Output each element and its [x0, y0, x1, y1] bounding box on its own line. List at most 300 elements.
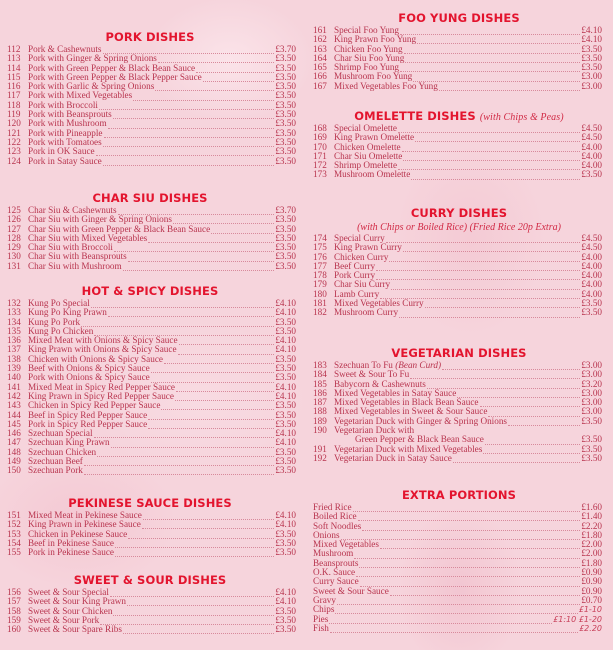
- section-title: VEGETARIAN DISHES: [391, 346, 527, 360]
- item-price: £4.10: [275, 510, 296, 520]
- item-name-text: Char Siu Foo Yung: [334, 52, 405, 63]
- item-name-text: Sweet & Sour To Fu: [334, 369, 410, 380]
- item-number: 162: [313, 34, 327, 45]
- item-number: 115: [7, 71, 21, 82]
- item-name-text: Char Siu Curry: [334, 279, 391, 290]
- item-name-text: Pork in Satay Sauce: [28, 155, 102, 166]
- item-price: £3.50: [275, 81, 296, 92]
- omelette-dishes-section: [305, 108, 613, 180]
- item-number: 130: [7, 251, 21, 262]
- item-price: £3.50: [275, 260, 296, 271]
- leader-dots: [411, 173, 580, 180]
- section-title: OMELETTE DISHES: [354, 109, 476, 123]
- item-price: £4.50: [581, 233, 602, 243]
- pekinese-sauce-dishes-section: [0, 495, 300, 557]
- leader-dots: [398, 163, 580, 170]
- leader-dots: [128, 532, 274, 539]
- item-number: 150: [7, 465, 21, 476]
- leader-dots: [356, 570, 580, 577]
- item-name-text: Mixed Vegetables in Satay Sauce: [334, 387, 457, 398]
- leader-dots: [403, 245, 580, 252]
- menu-item: [305, 605, 613, 614]
- item-number: 128: [7, 232, 21, 243]
- menu-item: [0, 466, 300, 475]
- item-name: [28, 262, 122, 271]
- item-name-text: King Prawn with Onions & Spicy Sauce: [28, 344, 177, 355]
- leader-dots: [164, 357, 274, 364]
- item-number: 183: [313, 360, 327, 370]
- leader-dots: [335, 607, 577, 614]
- menu-item: [305, 587, 613, 596]
- item-number: 145: [7, 418, 21, 429]
- item-price: £4.00: [581, 260, 602, 271]
- item-price: £3.50: [275, 242, 296, 253]
- item-price: £4.50: [581, 123, 602, 133]
- leader-dots: [142, 522, 275, 529]
- item-number: 167: [313, 80, 327, 91]
- item-name-line2: Green Pepper & Black Bean Sauce: [355, 434, 484, 445]
- item-price: £4.00: [581, 288, 602, 299]
- leader-dots: [488, 410, 580, 417]
- item-name-text: Special Foo Yung: [334, 25, 399, 35]
- item-number: 114: [7, 62, 21, 73]
- item-price: £4.10: [581, 34, 602, 45]
- leader-dots: [103, 140, 275, 147]
- item-number: 169: [313, 132, 327, 143]
- item-name-text: Pork with Green Pepper & Black Bean Sauce: [28, 62, 196, 73]
- leader-dots: [196, 66, 274, 73]
- leader-dots: [457, 391, 580, 398]
- leader-dots: [403, 154, 580, 161]
- item-price: £3.70: [275, 205, 296, 215]
- section-heading: [305, 345, 613, 361]
- item-number: 125: [7, 205, 21, 215]
- vegetarian-dishes-section: [305, 345, 613, 463]
- item-price: £4.00: [581, 279, 602, 290]
- item-name-text: Mixed Vegetables in Black Bean Sauce: [334, 397, 479, 408]
- item-name-text: Mushroom: [313, 548, 354, 559]
- leader-dots: [81, 320, 274, 327]
- leader-dots: [127, 599, 274, 606]
- item-price: £4.10: [275, 437, 296, 448]
- item-price: £3.50: [275, 614, 296, 625]
- item-price: £3.50: [275, 127, 296, 138]
- item-price: £4.10: [275, 390, 296, 401]
- item-name-text: O.K. Sauce: [313, 567, 356, 578]
- item-price: £3.00: [581, 360, 602, 370]
- leader-dots: [103, 159, 275, 166]
- item-price: £3.50: [275, 624, 296, 635]
- item-price: £3.50: [275, 605, 296, 616]
- leader-dots: [362, 524, 580, 531]
- item-name-text: Shrimp Omelette: [334, 160, 398, 171]
- item-number: 140: [7, 372, 21, 383]
- item-price: £3.50: [275, 155, 296, 166]
- item-price: £3.50: [581, 415, 602, 426]
- section-heading: [305, 487, 613, 503]
- item-price: £3.20: [581, 378, 602, 389]
- leader-dots: [143, 513, 275, 520]
- leader-dots: [485, 438, 580, 445]
- leader-dots: [337, 598, 580, 605]
- item-name-text: Pork with Beansprouts: [28, 109, 112, 120]
- item-name-text: Chicken Omelette: [334, 141, 401, 152]
- item-name-text: Pork with Green Pepper & Black Pepper Sauce: [28, 71, 202, 82]
- item-price: £3.50: [275, 363, 296, 374]
- item-name-text: Beef in Spicy Red Pepper Sauce: [28, 409, 148, 420]
- item-number: 138: [7, 353, 21, 364]
- item-name-text: Sweet & Sour Spare Ribs: [28, 624, 122, 635]
- item-price: £3.50: [275, 136, 296, 147]
- item-name-text: Sweet & Sour Sauce: [313, 585, 389, 596]
- item-price: £3.50: [275, 316, 296, 327]
- leader-dots: [133, 94, 274, 101]
- extra-portions-section: [305, 487, 613, 633]
- item-price: £3.50: [275, 456, 296, 467]
- item-name-text: Pork in Pekinese Sauce: [28, 547, 114, 558]
- item-name-text: Szechuan To Fu: [334, 360, 393, 370]
- item-name-text: Szechuan Special: [28, 428, 93, 439]
- item-name-text: Szechuan Chicken: [28, 446, 97, 457]
- item-price: £3.00: [581, 369, 602, 380]
- item-name-text: Mushroom Omelette: [334, 169, 411, 180]
- item-price: £3.50: [275, 232, 296, 243]
- leader-dots: [359, 561, 580, 568]
- item-number: 166: [313, 71, 327, 82]
- item-number: 146: [7, 428, 21, 439]
- item-number: 177: [313, 260, 327, 271]
- item-name-text: Char Siu with Mushroom: [28, 260, 122, 271]
- item-price: £3.50: [275, 62, 296, 73]
- leader-dots: [417, 37, 580, 44]
- item-name-text: Kung Po Pork: [28, 316, 81, 327]
- leader-dots: [103, 47, 275, 54]
- item-price: £3.50: [581, 443, 602, 454]
- item-price: £4.10: [581, 25, 602, 35]
- item-price: £4.10: [275, 596, 296, 607]
- item-name-text: Pork in Spicy Red Pepper Sauce: [28, 418, 148, 429]
- section-title: PORK DISHES: [105, 30, 195, 44]
- item-number: 172: [313, 160, 327, 171]
- item-number: 139: [7, 363, 21, 374]
- menu-item: [305, 624, 613, 633]
- item-name-text: Char Siu with Green Pepper & Black Bean Sauce: [28, 223, 211, 234]
- menu-item: [305, 170, 613, 179]
- section-heading: [0, 29, 300, 45]
- item-price: £1-10: [578, 605, 602, 615]
- leader-dots: [480, 400, 581, 407]
- sweet-sour-dishes-section: [0, 572, 300, 634]
- char-siu-dishes-section: [0, 190, 300, 271]
- item-price: £4.10: [275, 519, 296, 530]
- item-price: £3.00: [581, 397, 602, 408]
- item-number: 182: [313, 307, 327, 318]
- leader-dots: [427, 382, 580, 389]
- item-price: £1.40: [581, 511, 602, 522]
- menu-item: [0, 157, 300, 166]
- item-name-text: Pork with Mixed Vegetables: [28, 90, 133, 101]
- item-name-text: Soft Noodles: [313, 520, 362, 531]
- leader-dots: [123, 264, 275, 271]
- item-number: 119: [7, 109, 21, 120]
- item-name-text: Vegetarian Duck with Mixed Vegetables: [334, 443, 483, 454]
- item-name-text: Vegetarian Duck with: [334, 425, 415, 436]
- item-name-text: Pork with Ginger & Spring Onions: [28, 53, 157, 64]
- item-name-text: Vegetarian Duck with Ginger & Spring Onions: [334, 415, 507, 426]
- leader-dots: [175, 394, 274, 401]
- leader-dots: [97, 450, 274, 457]
- item-number: 153: [7, 528, 21, 539]
- leader-dots: [442, 363, 580, 370]
- item-name-text: Chicken in Spicy Red Pepper Sauce: [28, 400, 161, 411]
- item-name-text: Char Siu Omelette: [334, 150, 403, 161]
- item-number: 158: [7, 605, 21, 616]
- item-number: 161: [313, 25, 327, 35]
- item-price: £4.10: [275, 381, 296, 392]
- item-price: £3.50: [275, 537, 296, 548]
- item-number: 191: [313, 443, 327, 454]
- leader-dots: [114, 245, 274, 252]
- item-name-text: Special Omelette: [334, 123, 398, 133]
- leader-dots: [415, 135, 580, 142]
- leader-dots: [118, 208, 275, 215]
- item-name: [28, 157, 102, 166]
- item-name-text: Shrimp Foo Yung: [334, 62, 400, 73]
- item-name-text: Pork with Onions & Spicy Sauce: [28, 372, 150, 383]
- item-name-text: Sweet & Sour Special: [28, 587, 109, 597]
- pork-dishes-section: [0, 29, 300, 166]
- item-price: £3.50: [581, 434, 602, 445]
- item-name-text: Kung Po King Prawn: [28, 307, 107, 318]
- item-price: £2.00: [581, 548, 602, 559]
- item-name-text: King Prawn Omelette: [334, 132, 415, 143]
- section-heading: [305, 205, 613, 221]
- leader-dots: [358, 514, 581, 521]
- item-number: 187: [313, 397, 327, 408]
- item-name-text: Boiled Rice: [313, 511, 357, 522]
- leader-dots: [173, 217, 274, 224]
- leader-dots: [94, 431, 275, 438]
- leader-dots: [115, 541, 274, 548]
- item-price: £4.00: [581, 251, 602, 262]
- section-heading: [0, 572, 300, 588]
- item-price: £3.50: [275, 372, 296, 383]
- item-price: £4.00: [581, 160, 602, 171]
- item-number: 176: [313, 251, 327, 262]
- leader-dots: [391, 283, 580, 290]
- item-price: £4.10: [275, 587, 296, 597]
- item-number: 173: [313, 169, 327, 180]
- item-price: £3.50: [581, 62, 602, 73]
- leader-dots: [341, 533, 581, 540]
- item-number: 126: [7, 214, 21, 225]
- menu-item: [305, 454, 613, 463]
- item-name-text: Mixed Meat in Pekinese Sauce: [28, 510, 142, 520]
- item-name-text: Mixed Meat with Onions & Spicy Sauce: [28, 335, 178, 346]
- item-name-text: Pork with Mushroom: [28, 118, 107, 129]
- leader-dots: [161, 403, 274, 410]
- leader-dots: [113, 112, 275, 119]
- item-price: £3.50: [275, 146, 296, 157]
- section-title: EXTRA PORTIONS: [401, 488, 517, 502]
- item-price: £3.50: [275, 251, 296, 262]
- item-name-text: Char Siu with Mixed Vegetables: [28, 232, 148, 243]
- item-name-note: (Bean Curd): [395, 360, 442, 370]
- item-number: 120: [7, 118, 21, 129]
- item-price: £2.20: [579, 623, 602, 633]
- item-number: 149: [7, 456, 21, 467]
- item-number: 171: [313, 150, 327, 161]
- item-number: 123: [7, 146, 21, 157]
- section-note: (with Chips or Boiled Rice) (Fried Rice 20p Extra): [357, 222, 561, 233]
- item-name-text: King Prawn Curry: [334, 242, 402, 253]
- item-price: £0.70: [581, 594, 602, 605]
- item-name-text: King Prawn in Spicy Red Pepper Sauce: [28, 390, 174, 401]
- item-name-text: Pork Curry: [334, 270, 376, 281]
- item-number: 178: [313, 270, 327, 281]
- item-number: 127: [7, 223, 21, 234]
- item-name-text: Mixed Vegetables: [313, 539, 379, 550]
- item-price: £1:10 £1-20: [553, 614, 602, 624]
- leader-dots: [148, 422, 274, 429]
- item-name-text: Chicken Curry: [334, 251, 389, 262]
- leader-dots: [508, 419, 580, 426]
- item-number: 157: [7, 596, 21, 607]
- leader-dots: [111, 441, 275, 448]
- item-number: 155: [7, 547, 21, 558]
- item-name-text: Gravy: [313, 594, 336, 605]
- leader-dots: [386, 236, 581, 243]
- leader-dots: [453, 456, 580, 463]
- leader-dots: [178, 348, 275, 355]
- item-number: 154: [7, 537, 21, 548]
- item-number: 165: [313, 62, 327, 73]
- item-name-text: King Prawn in Pekinese Sauce: [28, 519, 141, 530]
- menu-item: [0, 262, 300, 271]
- section-title: HOT & SPICY DISHES: [81, 284, 219, 298]
- item-number: 136: [7, 335, 21, 346]
- item-name-text: Fried Rice: [313, 502, 352, 512]
- leader-dots: [353, 505, 581, 512]
- item-name-text: Char Siu with Broccoli: [28, 242, 113, 253]
- item-number: 156: [7, 587, 21, 597]
- item-number: 129: [7, 242, 21, 253]
- item-name: [334, 308, 398, 317]
- item-number: 181: [313, 298, 327, 309]
- section-title: CURRY DISHES: [410, 206, 508, 220]
- item-number: 164: [313, 52, 327, 63]
- item-name-text: Kung Po Chicken: [28, 325, 94, 336]
- item-name-text: Sweet & Sour King Prawn: [28, 596, 126, 607]
- item-price: £3.50: [581, 452, 602, 463]
- item-name-text: Babycorn & Cashewnuts: [334, 378, 426, 389]
- leader-dots: [354, 552, 580, 559]
- section-title: FOO YUNG DISHES: [398, 11, 520, 25]
- item-number: 163: [313, 43, 327, 54]
- item-price: £3.50: [275, 325, 296, 336]
- item-price: £3.50: [581, 307, 602, 318]
- leader-dots: [100, 618, 274, 625]
- section-heading: [0, 495, 300, 511]
- item-price: £3.50: [275, 353, 296, 364]
- item-price: £3.50: [581, 43, 602, 54]
- leader-dots: [413, 75, 580, 82]
- leader-dots: [104, 131, 275, 138]
- item-name-text: King Prawn Foo Yung: [334, 34, 417, 45]
- item-number: 179: [313, 279, 327, 290]
- item-name-text: Onions: [313, 529, 340, 540]
- menu-item: [0, 625, 300, 634]
- item-price: £3.50: [275, 53, 296, 64]
- leader-dots: [94, 329, 274, 336]
- leader-dots: [151, 366, 275, 373]
- item-name-text: Szechuan Pork: [28, 465, 83, 476]
- item-price: £3.50: [275, 465, 296, 476]
- item-number: 192: [313, 452, 327, 463]
- item-name-text: Char Siu with Ginger & Spring Onions: [28, 214, 172, 225]
- item-name-text: Pork with Broccoli: [28, 99, 98, 110]
- leader-dots: [376, 264, 580, 271]
- item-number: 133: [7, 307, 21, 318]
- item-number: 142: [7, 390, 21, 401]
- menu-item: [305, 522, 613, 531]
- item-name-text: Pork in OK Sauce: [28, 146, 95, 157]
- item-number: 113: [7, 53, 21, 64]
- item-name-text: Beansprouts: [313, 557, 359, 568]
- item-name-text: Pork with Pineapple: [28, 127, 103, 138]
- leader-dots: [91, 301, 275, 308]
- item-price: £3.50: [275, 223, 296, 234]
- leader-dots: [398, 126, 580, 133]
- item-number: 144: [7, 409, 21, 420]
- item-name-text: Curry Sauce: [313, 576, 359, 587]
- item-number: 116: [7, 81, 21, 92]
- menu-item: [305, 615, 613, 624]
- item-number: 174: [313, 233, 327, 243]
- item-number: 137: [7, 344, 21, 355]
- item-number: 186: [313, 387, 327, 398]
- item-price: £3.50: [581, 298, 602, 309]
- leader-dots: [179, 338, 275, 345]
- item-name: [28, 548, 114, 557]
- item-name: [28, 466, 83, 475]
- section-title: PEKINESE SAUCE DISHES: [68, 496, 232, 510]
- section-heading: [305, 108, 613, 124]
- item-number: 185: [313, 378, 327, 389]
- item-price: £4.10: [275, 428, 296, 439]
- item-number: 118: [7, 99, 21, 110]
- leader-dots: [410, 372, 580, 379]
- item-price: £3.50: [275, 446, 296, 457]
- item-price: £4.10: [275, 298, 296, 308]
- leader-dots: [211, 227, 274, 234]
- item-number: 160: [7, 624, 21, 635]
- item-price: £3.50: [275, 418, 296, 429]
- item-price: £3.50: [581, 169, 602, 180]
- item-name-text: Mixed Meat in Spicy Red Pepper Sauce: [28, 381, 175, 392]
- item-price: £3.00: [581, 387, 602, 398]
- leader-dots: [404, 47, 581, 54]
- item-number: 117: [7, 90, 21, 101]
- item-price: £4.10: [275, 344, 296, 355]
- item-name: [313, 624, 329, 633]
- leader-dots: [158, 56, 274, 63]
- leader-dots: [123, 627, 274, 634]
- section-heading: [0, 283, 300, 299]
- item-number: 132: [7, 298, 21, 308]
- leader-dots: [84, 468, 274, 475]
- item-name-text: Beef in Pekinese Sauce: [28, 537, 114, 548]
